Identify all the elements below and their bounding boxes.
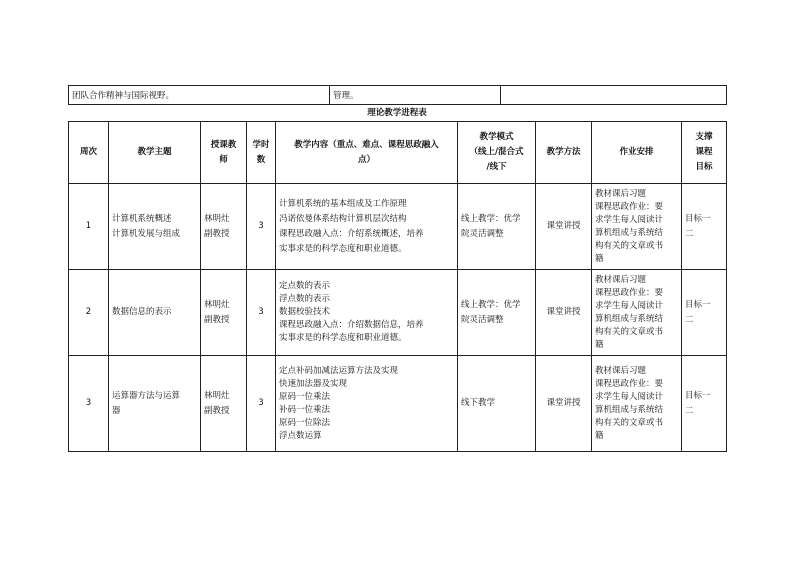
empty-cell <box>501 86 727 105</box>
teacher-cell: 林明灶 副教授 <box>201 356 247 452</box>
header-homework: 作业安排 <box>592 122 682 184</box>
homework-cell: 教材课后习题 课程思政作业：要 求学生每人阅读计 算机组成与系统结 构有关的文章或书 籍 <box>592 270 682 356</box>
topic-cell: 计算机系统概述 计算机发展与组成 <box>109 184 201 270</box>
mode-cell: 线下教学 <box>458 356 536 452</box>
topic-cell: 数据信息的表示 <box>109 270 201 356</box>
goal-cell: 目标一 二 <box>682 270 727 356</box>
mode-cell: 线上教学：优学 院灵活调整 <box>458 184 536 270</box>
topic-cell: 运算器方法与运算 器 <box>109 356 201 452</box>
objective-text-cell: 管理。 <box>330 86 501 105</box>
homework-cell: 教材课后习题 课程思政作业：要 求学生每人阅读计 算机组成与系统结 构有关的文章或书 籍 <box>592 184 682 270</box>
mode-cell: 线上教学：优学 院灵活调整 <box>458 270 536 356</box>
schedule-table <box>68 121 727 452</box>
method-cell: 课堂讲授 <box>536 184 592 270</box>
header-content: 教学内容（重点、难点、课程思政融入 点） <box>276 122 458 184</box>
header-hours: 学时 数 <box>247 122 276 184</box>
section-title: 理论教学进程表 <box>367 108 427 118</box>
table-row <box>69 184 727 270</box>
hours-cell: 3 <box>247 270 276 356</box>
hours-cell: 3 <box>247 184 276 270</box>
header-week: 周次 <box>69 122 109 184</box>
method-cell: 课堂讲授 <box>536 270 592 356</box>
content-cell: 定点补码加减法运算方法及实现 快速加法器及实现 原码一位乘法 补码一位乘法 原码一位除法 浮点数运算 <box>276 356 458 452</box>
previous-table-fragment <box>68 85 727 105</box>
teacher-cell: 林明灶 副教授 <box>201 270 247 356</box>
header-goal: 支撑 课程 目标 <box>682 122 727 184</box>
method-cell: 课堂讲授 <box>536 356 592 452</box>
header-topic: 教学主题 <box>109 122 201 184</box>
teacher-cell: 林明灶 副教授 <box>201 184 247 270</box>
header-method: 教学方法 <box>536 122 592 184</box>
week-cell: 2 <box>69 270 109 356</box>
table-row <box>69 270 727 356</box>
week-cell: 1 <box>69 184 109 270</box>
header-mode: 教学模式 （线上/混合式 /线下 <box>458 122 536 184</box>
objective-text-cell: 团队合作精神与国际视野。 <box>69 86 330 105</box>
header-row <box>69 122 727 184</box>
goal-cell: 目标一 二 <box>682 356 727 452</box>
header-teacher: 授课教 师 <box>201 122 247 184</box>
table-row <box>69 86 727 105</box>
content-cell: 定点数的表示 浮点数的表示 数据校验技术 课程思政融入点：介绍数据信息，培养 实事求是的科学态度和职业道德。 <box>276 270 458 356</box>
hours-cell: 3 <box>247 356 276 452</box>
week-cell: 3 <box>69 356 109 452</box>
table-row <box>69 356 727 452</box>
goal-cell: 目标一 二 <box>682 184 727 270</box>
homework-cell: 教材课后习题 课程思政作业：要 求学生每人阅读计 算机组成与系统结 构有关的文章或书 籍 <box>592 356 682 452</box>
content-cell: 计算机系统的基本组成及工作原理 冯诺依曼体系结构计算机层次结构 课程思政融入点：介绍系统概述，培养 实事求是的科学态度和职业道德。 <box>276 184 458 270</box>
